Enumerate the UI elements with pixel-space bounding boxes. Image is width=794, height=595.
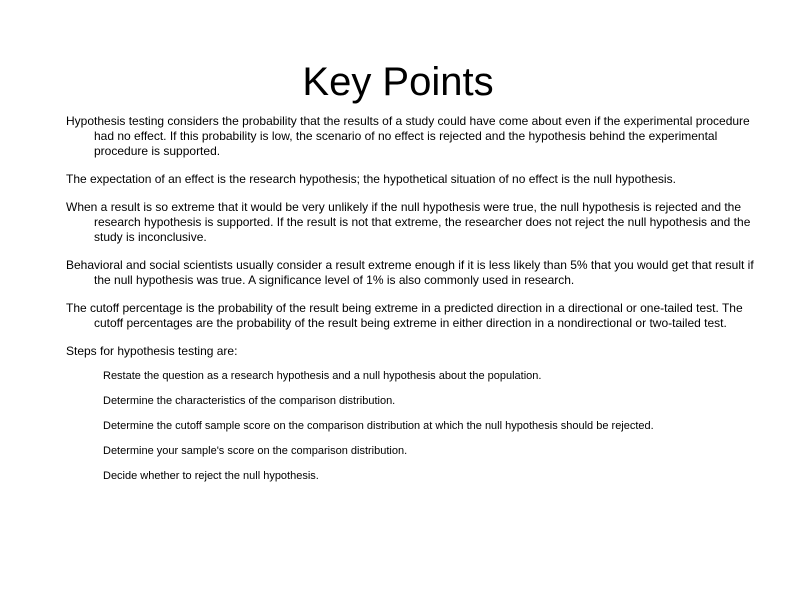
paragraph-hypothesis-testing: Hypothesis testing considers the probability that the results of a study could have come about even if the experimental procedure had no effect. If this probability is low, the scenario of no effect is rejected and the hypothesis behind the experimental procedure is supported. — [66, 114, 750, 158]
paragraph-research-null-hypothesis: The expectation of an effect is the research hypothesis; the hypothetical situation of no effect is the null hypothesis. — [66, 172, 676, 186]
step-item: Determine the cutoff sample score on the comparison distribution at which the null hypothesis should be rejected. — [103, 420, 654, 432]
steps-heading: Steps for hypothesis testing are: — [66, 344, 238, 358]
step-item: Restate the question as a research hypothesis and a null hypothesis about the population. — [103, 370, 542, 382]
step-item: Determine the characteristics of the comparison distribution. — [103, 395, 396, 407]
slide-body — [66, 114, 766, 494]
paragraph-significance-level: Behavioral and social scientists usually consider a result extreme enough if it is less likely than 5% that you would get that result if the null hypothesis was true. A significance level of 1% is also commonly used in research. — [66, 258, 754, 287]
step-item: Decide whether to reject the null hypothesis. — [103, 470, 319, 482]
paragraph-cutoff-percentage: The cutoff percentage is the probability of the result being extreme in a predicted direction in a directional or one-tailed test. The cutoff percentages are the probability of the result being extreme in either direction in a nondirectional or two-tailed test. — [66, 301, 743, 330]
steps-list — [66, 369, 766, 483]
step-item: Determine your sample's score on the comparison distribution. — [103, 445, 408, 457]
slide-title: Key Points — [302, 60, 494, 104]
paragraph-extreme-result: When a result is so extreme that it would be very unlikely if the null hypothesis were true, the null hypothesis is rejected and the research hypothesis is supported. If the result is not that extreme, the researcher does not reject the null hypothesis and the study is inconclusive. — [66, 200, 751, 244]
